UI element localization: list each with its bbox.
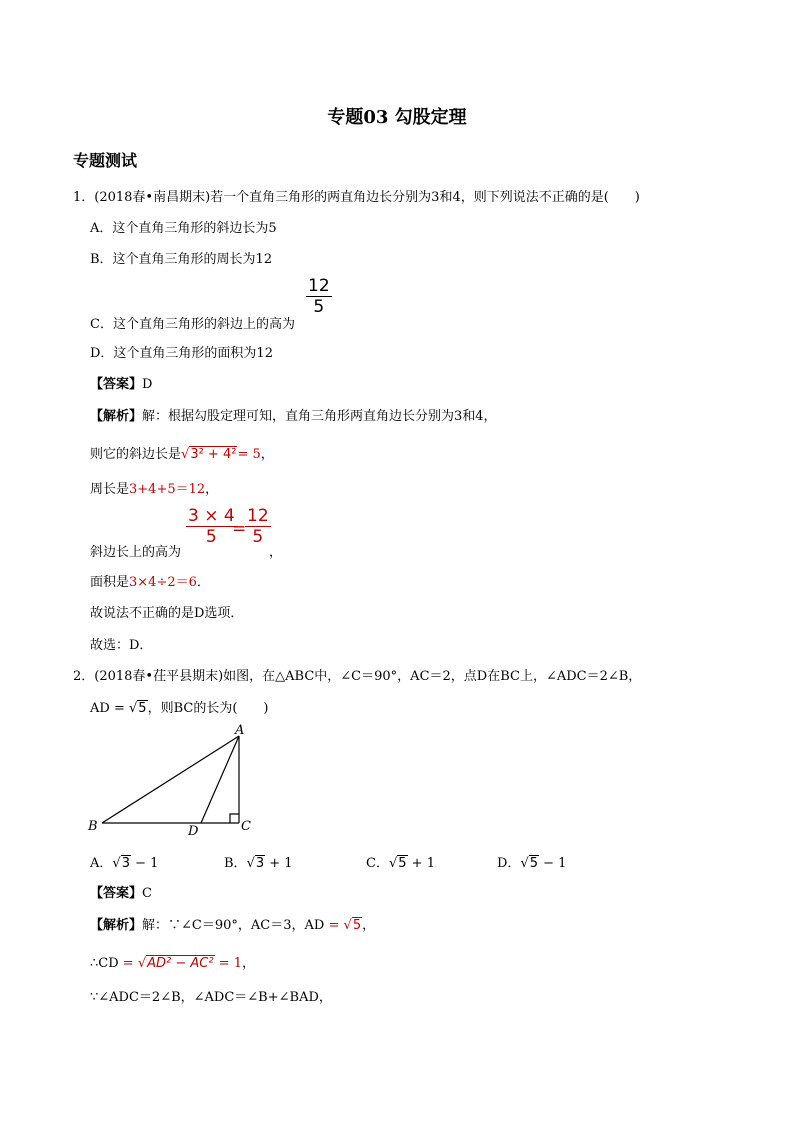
line-text: 则它的斜边长是: [90, 447, 182, 462]
punct: ，: [205, 482, 219, 497]
q2-analysis-line3: ∵∠ADC＝2∠B，∠ADC＝∠B+∠BAD，: [90, 990, 332, 1005]
label-b: B: [88, 819, 98, 834]
segment-ab: [102, 736, 239, 823]
punct: ，: [269, 545, 283, 560]
math-expression: 3+4+5＝12: [129, 482, 206, 497]
q2-option-b: [224, 852, 293, 871]
line-text: 周长是: [90, 482, 130, 497]
answer-value: C: [142, 886, 152, 901]
analysis-label: 【解析】: [90, 918, 143, 933]
radicand: 5: [352, 918, 362, 933]
punct: ．: [196, 575, 210, 590]
radicand: 3² + 4²: [190, 447, 237, 462]
q2-answer: [90, 882, 152, 901]
fraction-denominator: 5: [313, 297, 325, 317]
option-tail: − 1: [539, 856, 567, 871]
radicand: 5: [138, 701, 147, 716]
equals-sign: =: [232, 519, 247, 539]
fraction-numerator: 12: [308, 276, 330, 296]
radicand: 5: [398, 856, 407, 871]
sqrt-expression: √5: [388, 856, 407, 871]
radicand: 5: [529, 856, 539, 871]
option-tail: − 1: [130, 856, 159, 871]
punct: ，: [362, 918, 376, 933]
sqrt-expression: √3² + 4²: [181, 447, 237, 462]
fraction-numerator: 12: [247, 506, 269, 526]
section-heading: 专题测试: [73, 151, 138, 170]
equals-sign: =: [113, 701, 125, 716]
text: ∴CD: [90, 956, 119, 971]
radicand: 3: [255, 856, 265, 871]
option-tail: + 1: [265, 856, 293, 871]
q1-option-c-fraction: [306, 276, 332, 317]
q2-analysis-line2: [90, 952, 255, 971]
fraction-denominator: 5: [252, 527, 264, 547]
triangle-figure: [84, 722, 264, 842]
sqrt-expression: √5: [129, 701, 147, 716]
fraction-numerator: 3 × 4: [188, 506, 235, 526]
q1-analysis-line7: 故选：D．: [90, 638, 153, 653]
punct: ，: [260, 447, 274, 462]
label-d: D: [188, 824, 199, 839]
radicand: 3: [121, 856, 130, 871]
sqrt-expression: √AD² − AC²: [137, 956, 214, 971]
q1-option-c: C．这个直角三角形的斜边上的高为: [90, 317, 295, 332]
answer-label: 【答案】: [90, 377, 143, 392]
line-text: 面积是: [90, 575, 130, 590]
text: 解：∵∠C＝90°，AC＝3，AD: [142, 918, 325, 933]
q1-fraction-2: [245, 506, 271, 547]
q1-option-b: B．这个直角三角形的周长为12: [90, 252, 273, 267]
q2-option-c: [366, 852, 435, 871]
sqrt-expression: √5: [343, 918, 362, 933]
option-tail: + 1: [407, 856, 435, 871]
text: AD: [90, 701, 110, 716]
q1-answer: [90, 373, 152, 392]
q1-option-d: D．这个直角三角形的面积为12: [90, 346, 273, 361]
option-label: C．: [366, 856, 389, 871]
q1-stem: 1．(2018春•南昌期末)若一个直角三角形的两直角边长分别为3和4，则下列说法不正确的是( ): [73, 190, 640, 205]
q1-option-a: A．这个直角三角形的斜边长为5: [90, 221, 277, 236]
q2-stem-line2: [90, 697, 268, 716]
q1-analysis-line3: [90, 478, 218, 497]
label-c: C: [241, 819, 251, 834]
answer-label: 【答案】: [90, 886, 143, 901]
q1-analysis-line1: [90, 405, 497, 424]
option-label: B．: [224, 856, 247, 871]
result: = 1: [218, 956, 243, 971]
punct: ，: [242, 956, 256, 971]
sqrt-expression: √5: [520, 856, 539, 871]
q1-analysis-line5: [90, 571, 210, 590]
radicand: AD² − AC²: [147, 956, 214, 971]
q1-analysis-line2: [90, 443, 274, 462]
equals-sign: =: [328, 918, 340, 933]
q2-option-d: [497, 852, 566, 871]
q1-analysis-line6: 故说法不正确的是D选项．: [90, 606, 244, 621]
option-label: A．: [90, 856, 113, 871]
math-expression: 3×4÷2＝6: [129, 575, 197, 590]
page-title: 专题03 勾股定理: [327, 107, 467, 128]
q2-analysis-line1: [90, 914, 375, 933]
answer-value: D: [142, 377, 153, 392]
text: ，则BC的长为( ): [147, 701, 269, 716]
label-a: A: [235, 723, 245, 738]
analysis-text: 解：根据勾股定理可知，直角三角形两直角边长分别为3和4，: [142, 409, 497, 424]
q1-fraction-1: [186, 506, 237, 547]
right-angle-mark: [230, 814, 239, 823]
fraction-denominator: 5: [205, 527, 217, 547]
result: = 5: [237, 447, 261, 462]
sqrt-expression: √3: [246, 856, 265, 871]
q2-stem-line1: 2．(2018春•茌平县期末)如图，在△ABC中，∠C＝90°，AC＝2，点D在BC上，∠ADC＝2∠B，: [73, 669, 642, 684]
q1-analysis-line4-text: 斜边长上的高为: [90, 545, 182, 560]
segment-ad: [201, 736, 239, 823]
option-label: D．: [497, 856, 521, 871]
q2-option-a: [90, 852, 158, 871]
equals-sign: =: [122, 956, 134, 971]
sqrt-expression: √3: [112, 856, 130, 871]
analysis-label: 【解析】: [90, 409, 143, 424]
